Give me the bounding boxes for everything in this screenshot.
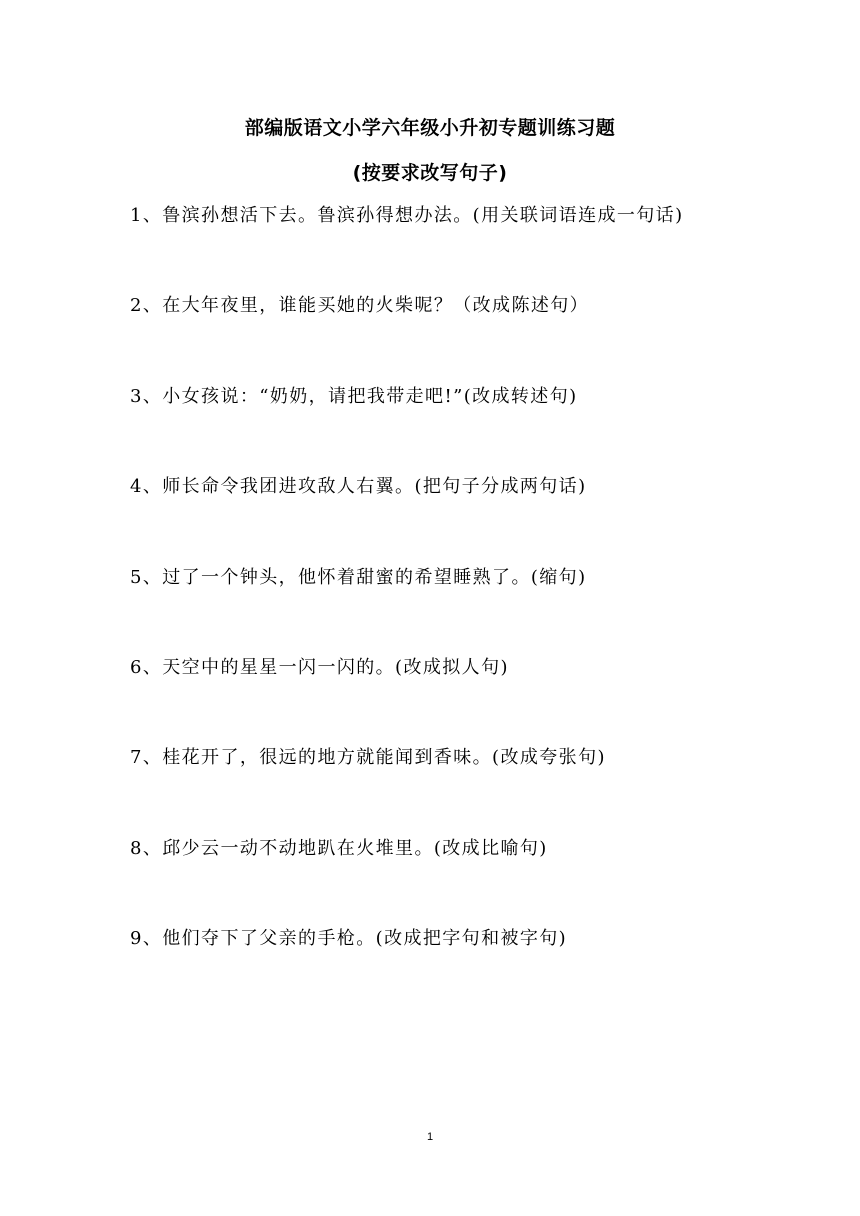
question-item: 3、小女孩说：“奶奶，请把我带走吧!”(改成转述句) bbox=[130, 385, 578, 407]
question-item: 6、天空中的星星一闪一闪的。(改成拟人句) bbox=[130, 656, 509, 678]
question-list bbox=[130, 202, 830, 1016]
page-number: 1 bbox=[426, 1131, 434, 1143]
document-subtitle: (按要求改写句子) bbox=[352, 162, 508, 184]
question-item: 2、在大年夜里，谁能买她的火柴呢？（改成陈述句） bbox=[130, 295, 590, 317]
document-title: 部编版语文小学六年级小升初专题训练习题 bbox=[244, 117, 616, 139]
question-item: 8、邱少云一动不动地趴在火堆里。(改成比喻句) bbox=[130, 837, 548, 859]
question-item: 9、他们夺下了父亲的手枪。(改成把字句和被字句) bbox=[130, 928, 568, 950]
question-item: 5、过了一个钟头，他怀着甜蜜的希望睡熟了。(缩句) bbox=[130, 566, 587, 588]
question-item: 7、桂花开了，很远的地方就能闻到香味。(改成夸张句) bbox=[130, 747, 606, 769]
question-item: 1、鲁滨孙想活下去。鲁滨孙得想办法。(用关联词语连成一句话) bbox=[130, 205, 684, 226]
question-item: 4、师长命令我团进攻敌人右翼。(把句子分成两句话) bbox=[130, 476, 587, 498]
